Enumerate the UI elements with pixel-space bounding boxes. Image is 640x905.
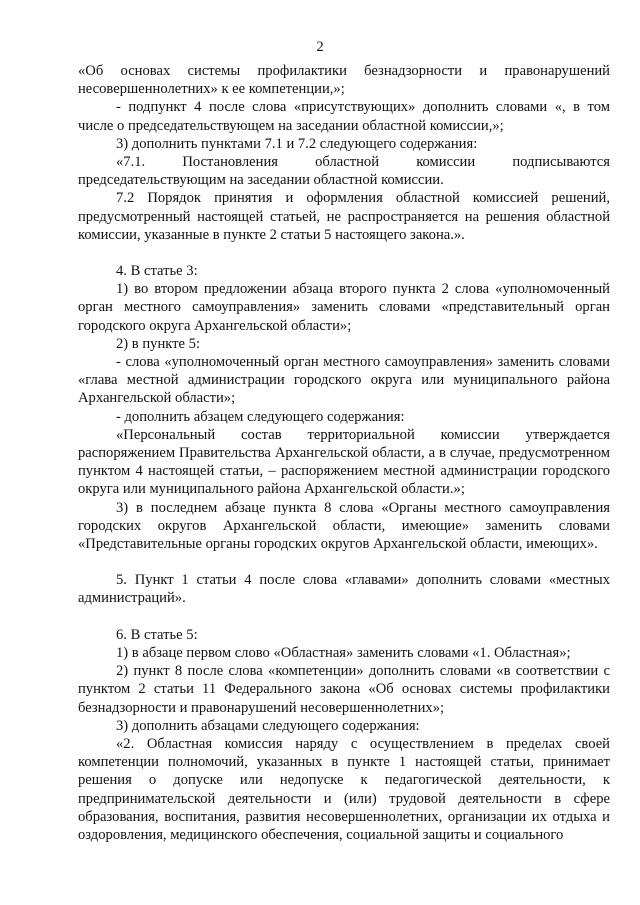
paragraph: 2) пункт 8 после слова «компетенции» дополнить словами «в соответствии с пунктом 2 статьи 11 Федерального закона «Об основах системы профилактики безнадзорности и правонарушений несовершеннолетних»; [78,663,610,716]
paragraph: 2) в пункте 5: [116,335,201,352]
paragraph: 6. В статье 5: [116,626,198,643]
paragraph: «2. Областная комиссия наряду с осуществлением в пределах своей компетенции полномочий, указанных в пункте 1 настоящей статьи, принимает решения о допуске или недопуске к педагогической деятельности, к предпринимательской деятельности и (или) трудовой деятельности в сфере образования, воспитания, развития несовершеннолетних, организации их отдыха и оздоровления, медицинского обеспечения, социальной защиты и социального [78,735,610,843]
paragraph: «Персональный состав территориальной комиссии утверждается распоряжением Правительства Архангельской области, а в случае, предусмотренном пунктом 4 настоящей статьи, – распоряжением местной администрации городского округа или муниципального района Архангельской области.»; [78,426,610,498]
paragraph-gap [78,553,610,571]
paragraph: 4. В статье 3: [116,263,198,280]
paragraph: «7.1. Постановления областной комиссии подписываются председательствующим на заседании областной комиссии. [78,154,610,189]
paragraph: 3) дополнить пунктами 7.1 и 7.2 следующего содержания: [116,135,478,152]
paragraph: - подпункт 4 после слова «присутствующих» дополнить словами «, в том числе о председательствующем на заседании областной комиссии,»; [78,99,610,134]
paragraph: 3) в последнем абзаце пункта 8 слова «Органы местного самоуправления городских округов Архангельской области, имеющие» заменить словами «Представительные органы городских округов Архангельской области, имеющих». [78,499,610,553]
document-body [78,62,610,844]
paragraph: 7.2 Порядок принятия и оформления областной комиссией решений, предусмотренный настоящей статьей, не распространяется на решения областной комиссии, указанные в пункте 2 статьи 5 настоящего закона.». [78,190,610,243]
paragraph-gap [78,244,610,262]
paragraph: 5. Пункт 1 статьи 4 после слова «главами» дополнить словами «местных администраций». [78,572,610,607]
paragraph: 1) в абзаце первом слово «Областная» заменить словами «1. Областная»; [116,644,571,661]
paragraph: 3) дополнить абзацами следующего содержания: [116,717,420,734]
paragraph: 1) во втором предложении абзаца второго пункта 2 слова «уполномоченный орган местного самоуправления» заменить словами «представительный орган городского округа Архангельской области»; [78,281,610,334]
paragraph-gap [78,608,610,626]
page-number: 2 [316,39,324,55]
paragraph: - слова «уполномоченный орган местного самоуправления» заменить словами «глава местной администрации городского округа или муниципального района Архангельской области»; [78,354,610,407]
paragraph: - дополнить абзацем следующего содержания: [116,408,405,425]
paragraph: «Об основах системы профилактики безнадзорности и правонарушений несовершеннолетних» к ее компетенции,»; [78,63,610,98]
